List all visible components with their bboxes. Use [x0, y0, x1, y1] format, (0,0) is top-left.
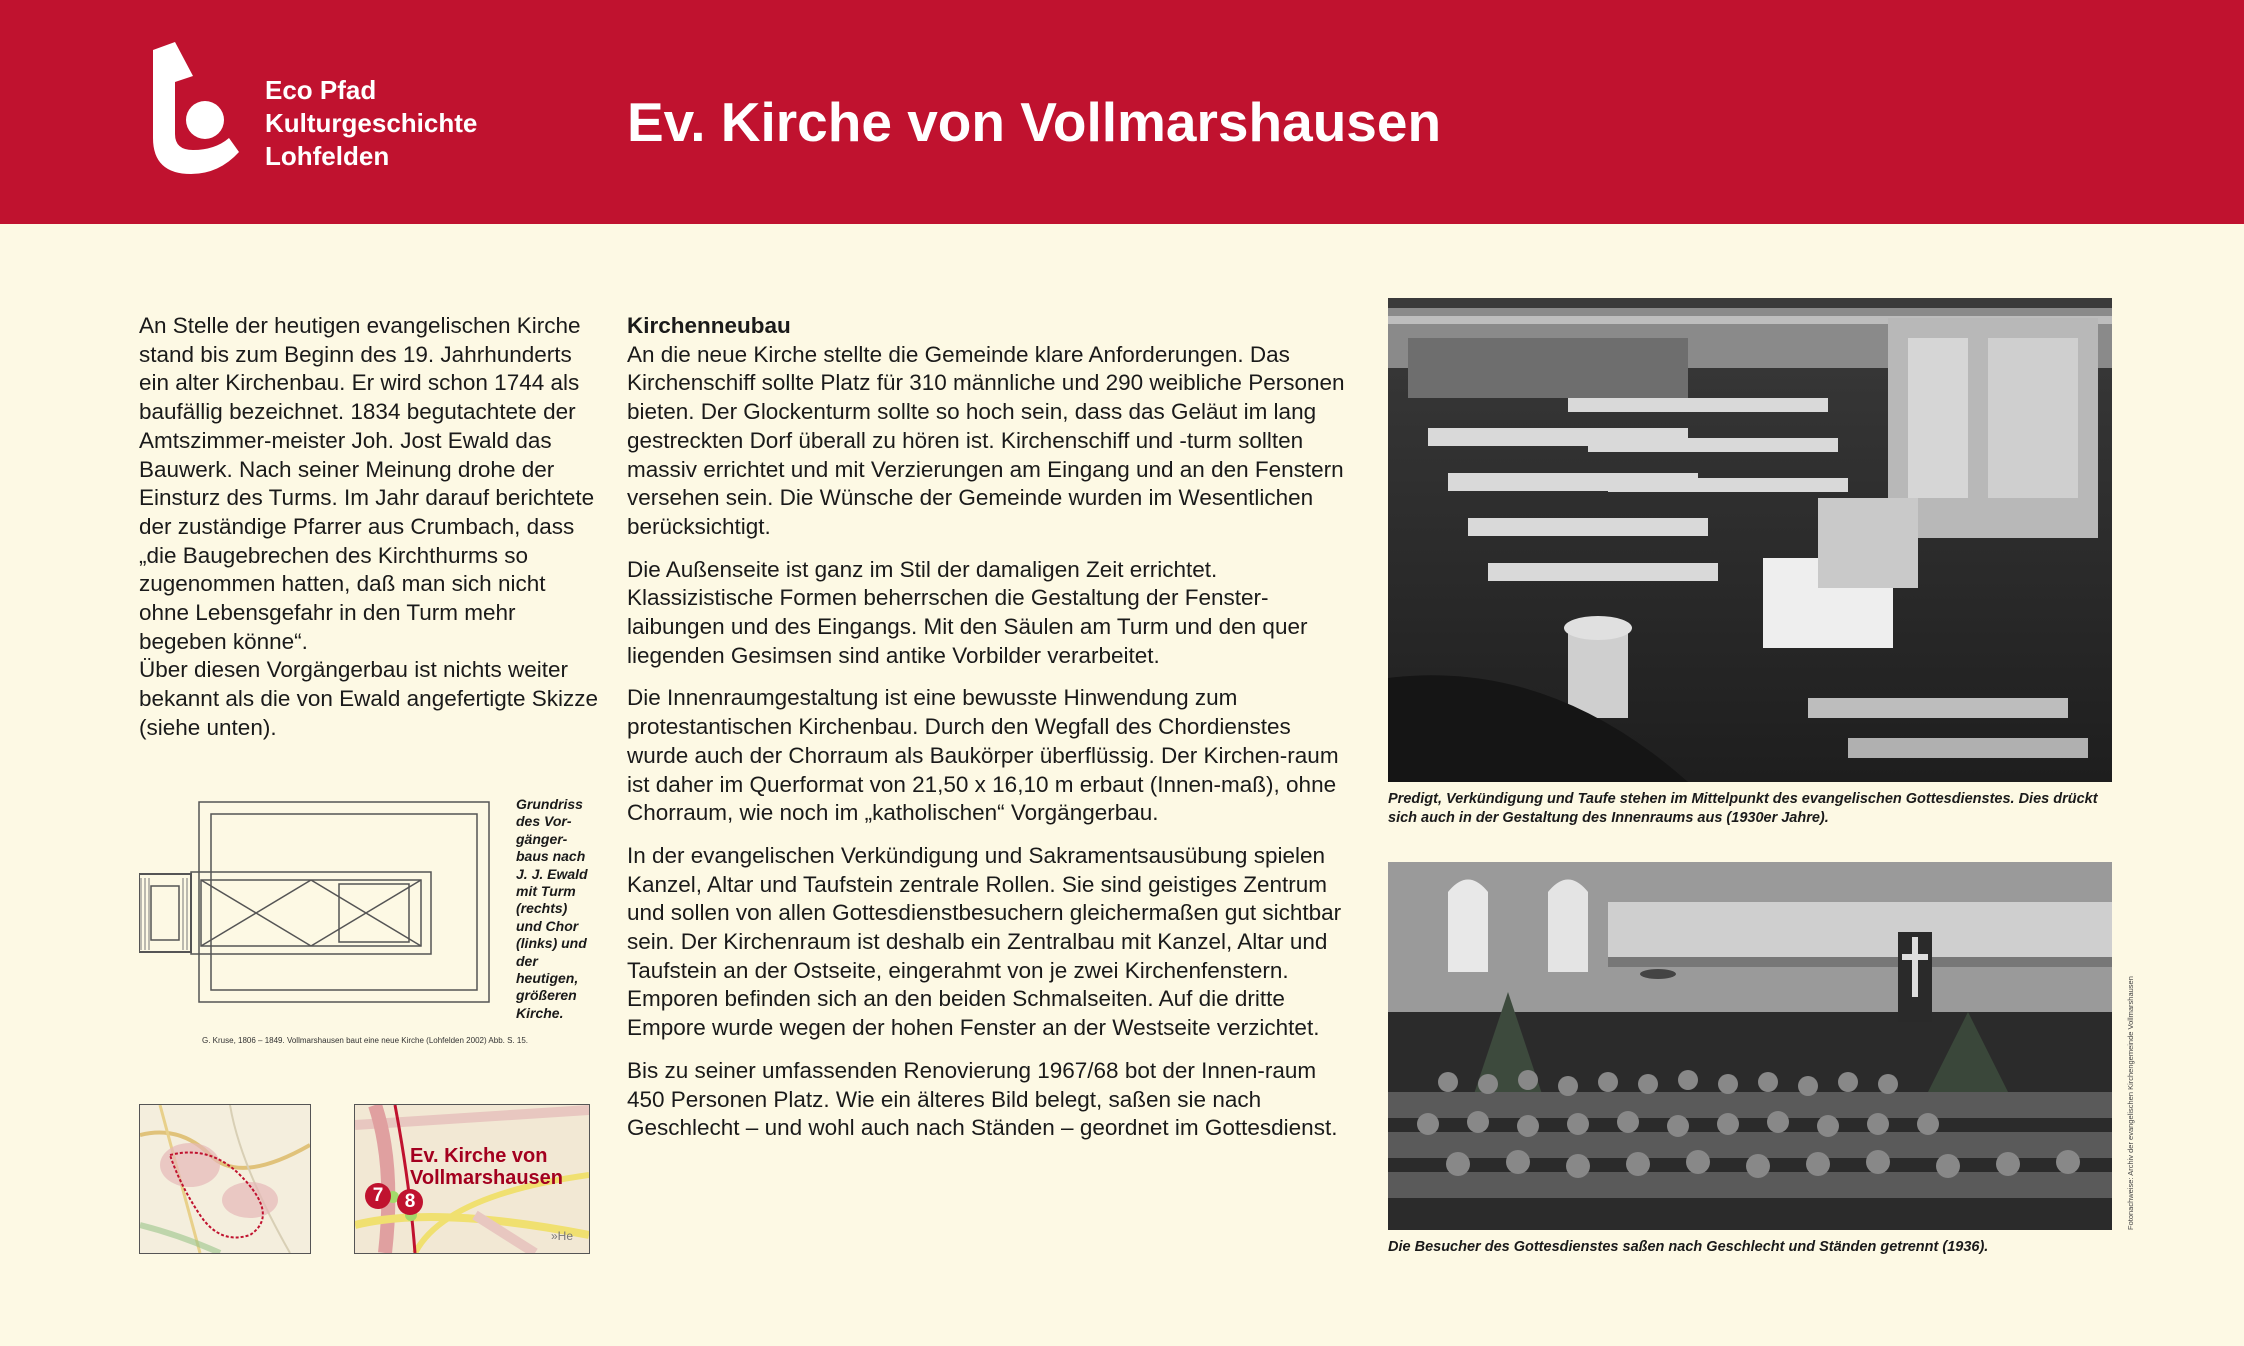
floorplan-caption: Grundriss des Vor-gänger-baus nach J. J. Ewald mit Turm (rechts) und Chor (links) und der heutigen, größeren Kirche. — [516, 796, 588, 1021]
congregation-photo-image — [1388, 862, 2112, 1230]
stop-number: 8 — [404, 1191, 416, 1212]
intro-text — [139, 312, 599, 743]
photo-caption: Die Besucher des Gottesdienstes saßen nach Geschlecht und Ständen getrennt (1936). — [1388, 1239, 1989, 1255]
body-paragraph: An die neue Kirche stellte die Gemeinde klare Anforderungen. Das Kirchenschiff sollte Platz für 310 männliche und 290 weibliche Personen bieten. Der Glockenturm sollte so hoch sein, dass das Geläut im lang gestreckten Dorf überall zu hören ist. Kirchenschiff und -turm sollten massiv errichtet und mit Verzierungen am Eingang und an den Fenstern versehen sein. Die Wünsche der Gemeinde wurden im Wesentlichen berücksichtigt. — [627, 341, 1345, 539]
logo-wordmark — [265, 74, 477, 173]
stop-number: 7 — [372, 1185, 384, 1206]
stop-marker-7 — [365, 1183, 391, 1209]
interior-photo — [1388, 298, 2112, 782]
body-paragraph: Die Innenraumgestaltung ist eine bewusste Hinwendung zum protestantischen Kirchenbau. Durch den Wegfall des Chordienstes wurde auch der Chorraum als Baukörper überflüssig. Der Kirchen-raum ist daher im Querformat von 21,50 x 16,10 m erbaut (Innen-maß), ohne Chorraum, wie noch im „katholischen“ Vorgängerbau. — [627, 685, 1339, 826]
detail-map-label: Ev. Kirche von Vollmarshausen — [410, 1145, 564, 1189]
body-paragraph: Die Außenseite ist ganz im Stil der damaligen Zeit errichtet. Klassizistische Formen beherrschen die Gestaltung der Fenster-laibungen und des Eingangs. Mit den Säulen am Turm und den quer liegenden Gesimsen sind antike Vorbilder verarbeitet. — [627, 556, 1308, 668]
overview-map — [139, 1104, 311, 1254]
body-paragraph: In der evangelischen Verkündigung und Sakramentsausübung spielen Kanzel, Altar und Taufstein zentrale Rollen. Sie sind geistiges Zentrum und sollen von allen Gottesdienstbesuchern gleichermaßen gut sichtbar sein. Der Kirchenraum ist deshalb ein Zentralbau mit Kanzel, Altar und Taufstein an der Ostseite, eingerahmt von je zwei Kirchenfenstern. Emporen befinden sich an den beiden Schmalseiten. Auf die dritte Empore wurde wegen der hohen Fenster an der Westseite verzichtet. — [627, 842, 1342, 1041]
floorplan-sketch — [139, 794, 501, 1056]
street-label: »He — [551, 1229, 574, 1243]
stop-marker-8 — [397, 1189, 423, 1215]
main-text — [627, 312, 1357, 1157]
intro-paragraph: Über diesen Vorgängerbau ist nichts weiter bekannt als die von Ewald angefertigte Skizze (siehe unten). — [139, 657, 599, 740]
photo-credit — [2116, 950, 2135, 1230]
interior-photo-image — [1388, 298, 2112, 782]
logo-line: Lohfelden — [265, 141, 390, 171]
detail-map — [354, 1104, 590, 1254]
logo-line: Eco Pfad — [265, 75, 377, 105]
photo-caption: Predigt, Verkündigung und Taufe stehen im Mittelpunkt des evangelischen Gottesdienstes. Dies drückt sich auch in der Gestaltung des Innenraums aus (1930er Jahre). — [1388, 791, 2098, 826]
floorplan-source: G. Kruse, 1806 – 1849. Vollmarshausen baut eine neue Kirche (Lohfelden 2002) Abb. S. 15. — [202, 1036, 529, 1045]
overview-map-graphic — [140, 1105, 310, 1253]
page-title: Ev. Kirche von Vollmarshausen — [627, 91, 1442, 153]
logo-line: Kulturgeschichte — [265, 108, 478, 138]
section-heading: Kirchenneubau — [627, 313, 791, 338]
congregation-photo — [1388, 862, 2112, 1230]
floorplan-drawing — [139, 794, 501, 1056]
eco-pfad-logo-icon — [135, 42, 245, 182]
intro-paragraph: An Stelle der heutigen evangelischen Kirche stand bis zum Beginn des 19. Jahrhunderts ein alter Kirchenbau. Er wird schon 1744 als baufällig bezeichnet. 1834 begutachtete der Amtszimmer-meister Joh. Jost Ewald das Bauwerk. Nach seiner Meinung drohe der Einsturz des Turms. Im Jahr darauf berichtete der zuständige Pfarrer aus Crumbach, dass „die Baugebrechen des Kirchthurms so zugenommen hatten, daß man sich nicht ohne Lebensgefahr in den Turm mehr begeben könne“. — [139, 313, 595, 654]
header-banner — [0, 0, 2244, 224]
body-paragraph: Bis zu seiner umfassenden Renovierung 1967/68 bot der Innen-raum 450 Personen Platz. Wie ein älteres Bild belegt, saßen sie nach Geschlecht – und wohl auch nach Ständen – geordnet im Gottesdienst. — [627, 1057, 1338, 1141]
photo-credit-text: Fotonachweise: Archiv der evangelischen Kirchengemeinde Vollmarshausen — [2126, 976, 2135, 1230]
